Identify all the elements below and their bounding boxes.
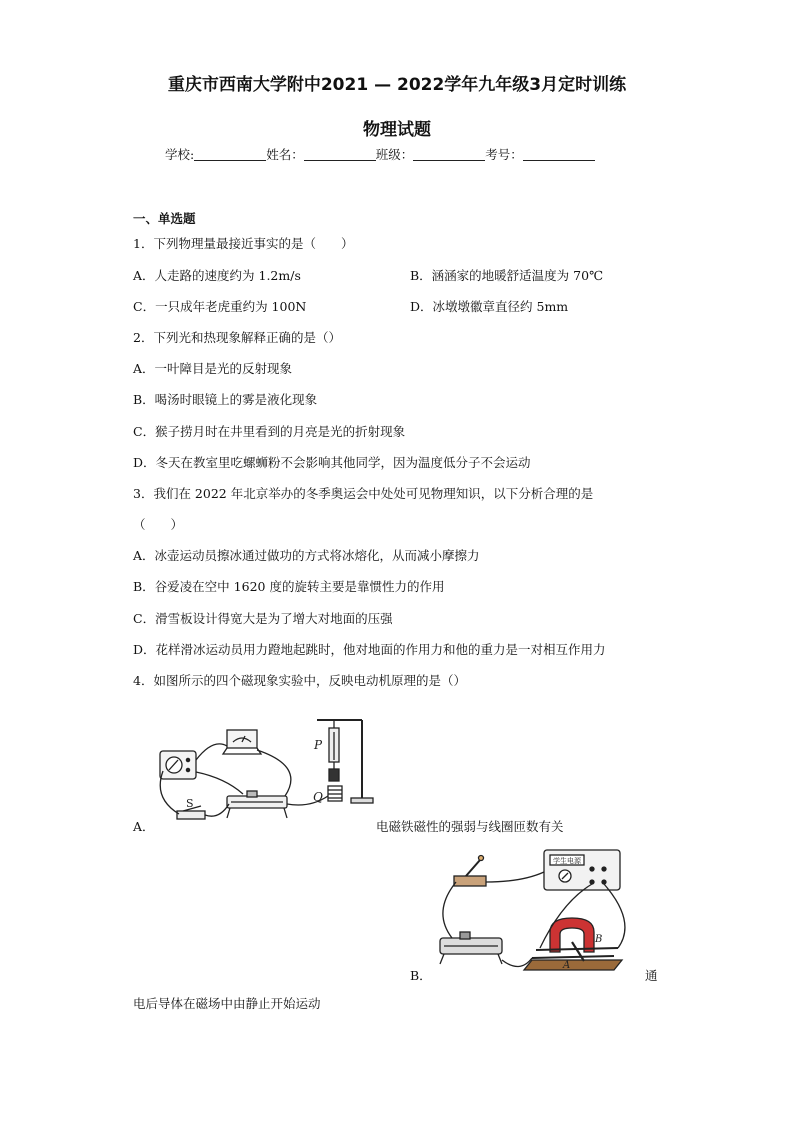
class-label: 班级： — [375, 147, 414, 162]
wooden-base — [524, 960, 622, 970]
label-s: S — [186, 797, 194, 810]
q1-option-a: A．人走路的速度约为 1.2m/s — [133, 268, 301, 283]
q2-option-a: A．一叶障目是光的反射现象 — [133, 361, 293, 376]
q2-option-d: D．冬天在教室里吃螺蛳粉不会影响其他同学，因为温度低分子不会运动 — [133, 455, 531, 470]
label-a: A — [563, 960, 571, 971]
label-b: B — [595, 934, 603, 945]
iron-weight — [329, 769, 339, 781]
q3-stem: 3．我们在 2022 年北京举办的冬季奥运会中处处可见物理知识，以下分析合理的是 — [133, 486, 594, 501]
figure-b-motor-principle — [432, 842, 642, 980]
q4-option-b-caption: 电后导体在磁场中由静止开始运动 — [133, 996, 321, 1011]
q4-option-a-caption: 电磁铁磁性的强弱与线圈匝数有关 — [376, 819, 564, 834]
q2-option-c: C．猴子捞月时在井里看到的月亮是光的折射现象 — [133, 424, 406, 439]
exam-subtitle: 物理试题 — [363, 120, 431, 140]
exam-number-label: 考号： — [485, 147, 523, 162]
exam-title: 重庆市西南大学附中2021 — 2022学年九年级3月定时训练 — [167, 75, 627, 95]
conductor-ab — [572, 942, 584, 961]
name-field[interactable] — [304, 148, 376, 161]
label-p: P — [314, 738, 323, 752]
figure-a-electromagnet — [155, 708, 380, 833]
q3-stem-paren: （ ） — [133, 517, 184, 532]
u-magnet — [550, 918, 594, 952]
q3-option-d: D．花样滑冰运动员用力蹬地起跳时，他对地面的作用力和他的重力是一对相互作用力 — [133, 642, 606, 657]
name-label: 姓名： — [266, 147, 304, 162]
q1-option-b: B．涵涵家的地暖舒适温度为 70℃ — [410, 268, 604, 283]
q1-option-c: C．一只成年老虎重约为 100N — [133, 299, 307, 314]
q3-option-b: B．谷爱凌在空中 1620 度的旋转主要是靠惯性力的作用 — [133, 579, 445, 594]
q4-option-a-label: A． — [133, 819, 155, 834]
q4-option-b-label: B． — [410, 968, 432, 983]
power-supply-label: 学生电源 — [553, 857, 581, 865]
q4-stem: 4．如图所示的四个磁现象实验中，反映电动机原理的是（） — [133, 673, 466, 688]
school-field[interactable] — [194, 148, 266, 161]
q1-option-d: D．冰墩墩徽章直径约 5mm — [410, 299, 569, 314]
exam-number-field[interactable] — [523, 148, 595, 161]
knife-switch — [454, 876, 486, 886]
voltmeter-box — [227, 730, 257, 748]
label-q: Q — [313, 790, 323, 804]
school-label: 学校: — [165, 147, 195, 162]
info-fields-row — [165, 145, 595, 163]
q2-option-b: B．喝汤时眼镜上的雾是液化现象 — [133, 392, 318, 407]
class-field[interactable] — [413, 148, 485, 161]
q3-option-a: A．冰壶运动员擦冰通过做功的方式将冰熔化，从而减小摩擦力 — [133, 548, 480, 563]
q4-option-b-tail: 通 — [645, 968, 658, 983]
q3-option-c: C．滑雪板设计得宽大是为了增大对地面的压强 — [133, 611, 393, 626]
q1-stem: 1．下列物理量最接近事实的是（ ） — [133, 236, 354, 251]
q2-stem: 2．下列光和热现象解释正确的是（） — [133, 330, 341, 345]
switch-s — [177, 811, 205, 819]
section-title: 一、单选题 — [133, 211, 196, 226]
